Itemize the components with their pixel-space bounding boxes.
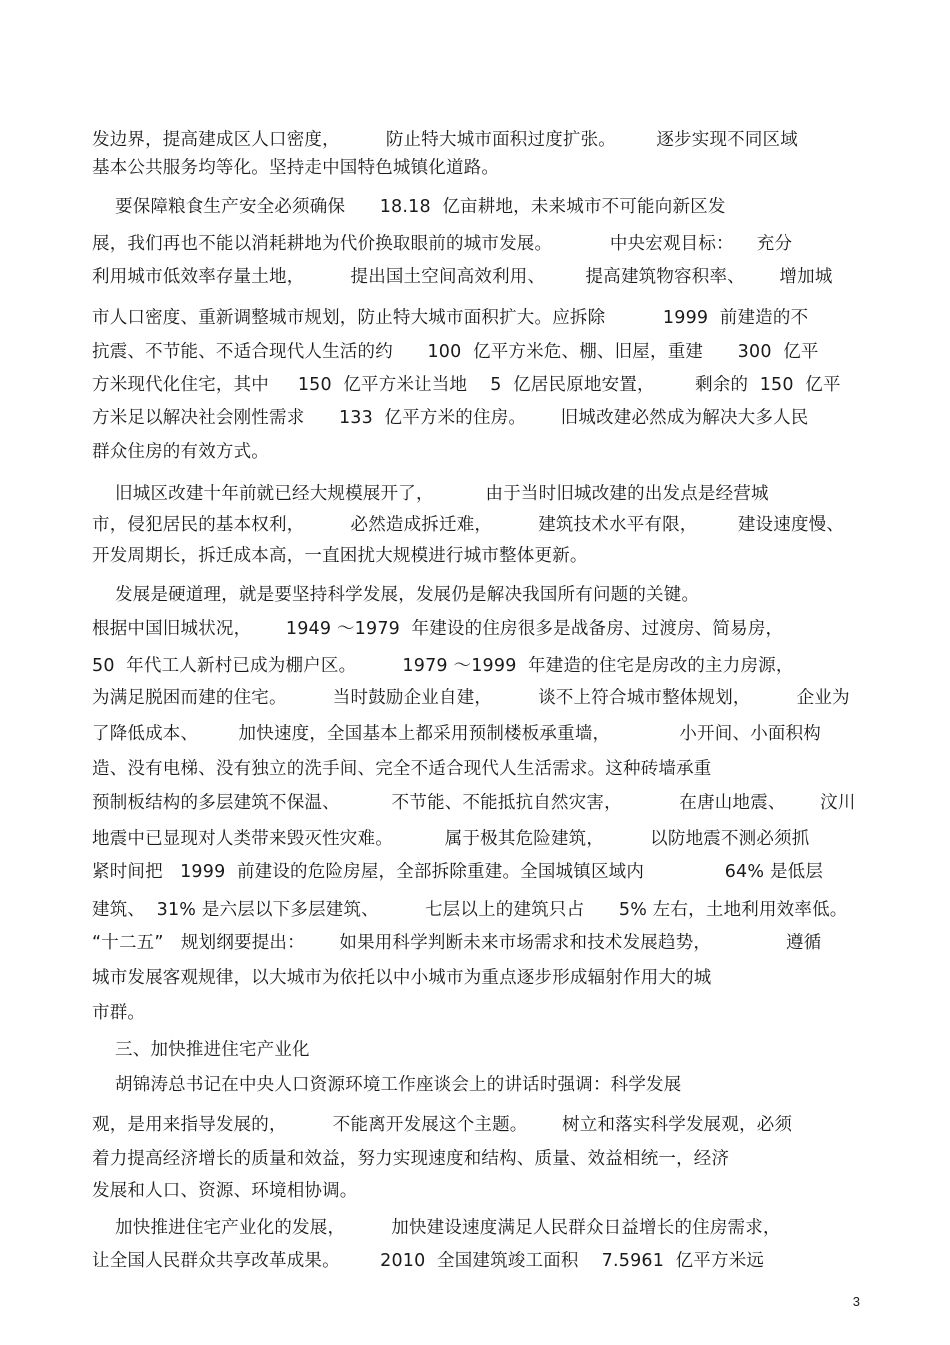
page-number: 3 bbox=[852, 1294, 860, 1309]
text-line: 城市发展客观规律，以大城市为依托以中小城市为重点逐步形成辐射作用大的城 bbox=[92, 968, 712, 988]
text-line: 市，侵犯居民的基本权利， 必然造成拆迁难， 建筑技术水平有限， 建设速度慢、 bbox=[92, 515, 845, 535]
text-line: 50 年代工人新村已成为棚户区。 1979 ～1999 年建造的住宅是房改的主力房源， bbox=[92, 656, 794, 676]
text-line: 了降低成本、 加快速度，全国基本上都采用预制楼板承重墙， 小开间、小面积构 bbox=[92, 724, 821, 744]
text-line: 预制板结构的多层建筑不保温、 不节能、不能抵抗自然灾害， 在唐山地震、 汶川 bbox=[92, 793, 856, 813]
text-line: 加快推进住宅产业化的发展， 加快建设速度满足人民群众日益增长的住房需求， bbox=[92, 1218, 781, 1238]
text-line: 市群。 bbox=[92, 1003, 146, 1023]
text-line: 为满足脱困而建的住宅。 当时鼓励企业自建， 谈不上符合城市整体规划， 企业为 bbox=[92, 688, 850, 708]
text-line: 市人口密度、重新调整城市规划，防止特大城市面积扩大。应拆除 1999 前建造的不 bbox=[92, 308, 809, 328]
text-line: 让全国人民群众共享改革成果。 2010 全国建筑竣工面积 7.5961 亿平方米远 bbox=[92, 1251, 765, 1271]
text-line: 地震中已显现对人类带来毁灭性灾难。 属于极其危险建筑， 以防地震不测必须抓 bbox=[92, 829, 810, 849]
text-line: 展，我们再也不能以消耗耕地为代价换取眼前的城市发展。 中央宏观目标： 充分 bbox=[92, 234, 793, 254]
text-line: 发展和人口、资源、环境相协调。 bbox=[92, 1181, 358, 1201]
text-line: 利用城市低效率存量土地， 提出国土空间高效利用、 提高建筑物容积率、 增加城 bbox=[92, 267, 833, 287]
text-line: 旧城区改建十年前就已经大规模展开了， 由于当时旧城改建的出发点是经营城 bbox=[92, 484, 769, 504]
text-line: 方米足以解决社会刚性需求 133 亿平方米的住房。 旧城改建必然成为解决大多人民 bbox=[92, 408, 809, 428]
text-line: “十二五” 规划纲要提出： 如果用科学判断未来市场需求和技术发展趋势， 遵循 bbox=[92, 933, 822, 953]
text-line: 方米现代化住宅，其中 150 亿平方米让当地 5 亿居民原地安置， 剩余的 150 亿平 bbox=[92, 375, 841, 395]
text-line: 根据中国旧城状况， 1949 ～1979 年建设的住房很多是战备房、过渡房、简易房， bbox=[92, 619, 784, 639]
text-line: 着力提高经济增长的质量和效益，努力实现速度和结构、质量、效益相统一，经济 bbox=[92, 1149, 730, 1169]
text-line: 要保障粮食生产安全必须确保 18.18 亿亩耕地，未来城市不可能向新区发 bbox=[92, 197, 726, 217]
text-line: 基本公共服务均等化。坚持走中国特色城镇化道路。 bbox=[92, 158, 500, 178]
text-line: 造、没有电梯、没有独立的洗手间、完全不适合现代人生活需求。这种砖墙承重 bbox=[92, 759, 712, 779]
section-heading: 三、加快推进住宅产业化 bbox=[92, 1040, 310, 1060]
text-line: 发边界，提高建成区人口密度， 防止特大城市面积过度扩张。 逐步实现不同区域 bbox=[92, 130, 798, 150]
text-line: 观，是用来指导发展的， 不能离开发展这个主题。 树立和落实科学发展观，必须 bbox=[92, 1115, 793, 1135]
text-line: 开发周期长，拆迁成本高，一直困扰大规模进行城市整体更新。 bbox=[92, 546, 588, 566]
text-line: 群众住房的有效方式。 bbox=[92, 442, 269, 462]
text-line: 发展是硬道理，就是要坚持科学发展，发展仍是解决我国所有问题的关键。 bbox=[92, 585, 700, 605]
text-line: 胡锦涛总书记在中央人口资源环境工作座谈会上的讲话时强调：科学发展 bbox=[92, 1075, 682, 1095]
text-line: 抗震、不节能、不适合现代人生活的约 100 亿平方米危、棚、旧屋，重建 300 亿平 bbox=[92, 342, 819, 362]
text-line: 紧时间把 1999 前建设的危险房屋，全部拆除重建。全国城镇区域内 64% 是低层 bbox=[92, 862, 824, 882]
text-line: 建筑、 31% 是六层以下多层建筑、 七层以上的建筑只占 5% 左右，土地利用效率低。 bbox=[92, 900, 848, 920]
